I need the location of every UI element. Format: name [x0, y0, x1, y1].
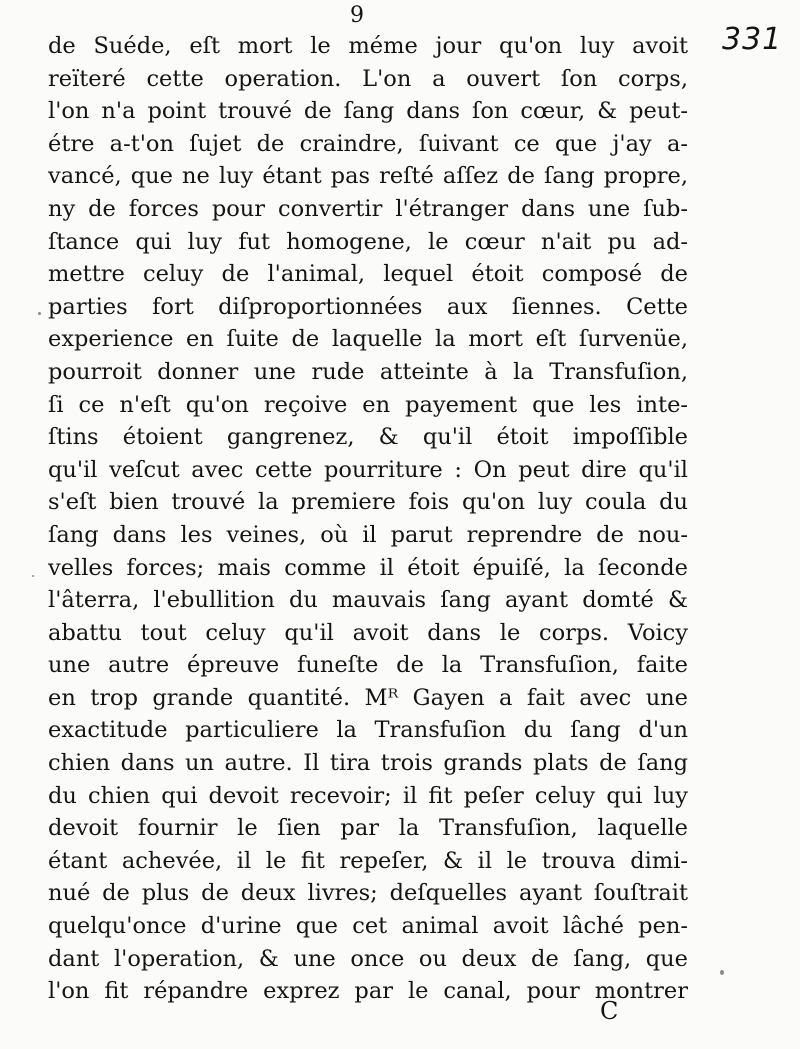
text-line: ſtance qui luy fut homogene, le cœur n'ait pu ad-: [48, 228, 688, 255]
paper-speck: [720, 970, 724, 975]
text-line: abattu tout celuy qu'il avoit dans le corps. Voicy: [48, 619, 688, 646]
text-line: exactitude particuliere la Transfuſion du ſang d'un: [48, 717, 688, 744]
paper-speck: [32, 575, 34, 577]
paper-speck: [38, 312, 41, 315]
text-line: ny de forces pour convertir l'étranger dans une ſub-: [48, 195, 688, 222]
text-line: l'on n'a point trouvé de ſang dans ſon cœur, & peut-: [48, 98, 688, 125]
text-line: dant l'operation, & une once ou deux de ſang, que: [48, 945, 688, 972]
text-line: experience en ſuite de laquelle la mort eſt ſurvenüe,: [48, 326, 688, 353]
text-line: reïteré cette operation. L'on a ouvert ſon corps,: [48, 65, 688, 92]
text-line: quelqu'once d'urine que cet animal avoit lâché pen-: [48, 913, 688, 940]
text-line: ſtins étoient gangrenez, & qu'il étoit impoſſible: [48, 424, 688, 451]
text-line: étre a-t'on ſujet de craindre, ſuivant ce que j'ay a-: [48, 130, 688, 157]
text-line: devoit fournir le ſien par la Transfuſion, laquelle: [48, 815, 688, 842]
text-line: chien dans un autre. Il tira trois grands plats de ſang: [48, 750, 688, 777]
text-line: l'âterra, l'ebullition du mauvais ſang ayant domté &: [48, 587, 688, 614]
text-line: vancé, que ne luy étant pas reſté aſſez de ſang propre,: [48, 163, 688, 190]
text-line: du chien qui devoit recevoir; il fit peſer celuy qui luy: [48, 782, 688, 809]
text-line: nué de plus de deux livres; deſquelles ayant ſouſtrait: [48, 880, 688, 907]
text-line: étant achevée, il le fit repeſer, & il le trouva dimi-: [48, 847, 688, 874]
text-line: de Suéde, eſt mort le méme jour qu'on luy avoit: [48, 33, 688, 59]
text-line: une autre épreuve funeſte de la Transfuſion, faite: [48, 652, 688, 679]
text-line: l'on fit répandre exprez par le canal, pour montrer: [48, 978, 688, 1005]
handwritten-folio-number: 331: [722, 22, 783, 57]
text-line: parties fort diſproportionnées aux ſiennes. Cette: [48, 293, 688, 320]
text-line: mettre celuy de l'animal, lequel étoit composé de: [48, 261, 688, 288]
page-number: 9: [350, 3, 364, 28]
signature-mark: C: [600, 997, 619, 1025]
text-line: pourroit donner une rude atteinte à la Transfuſion,: [48, 358, 688, 385]
text-line: velles forces; mais comme il étoit épuiſé, la ſeconde: [48, 554, 688, 581]
body-text: [48, 30, 688, 1008]
text-line: ſi ce n'eſt qu'on reçoive en payement que les inte-: [48, 391, 688, 418]
text-line: qu'il veſcut avec cette pourriture : On peut dire qu'il: [48, 456, 688, 483]
text-line: ſang dans les veines, où il parut reprendre de nou-: [48, 521, 688, 548]
text-line: en trop grande quantité. Mᴿ Gayen a fait avec une: [48, 684, 688, 711]
text-line: s'eſt bien trouvé la premiere fois qu'on luy coula du: [48, 489, 688, 516]
